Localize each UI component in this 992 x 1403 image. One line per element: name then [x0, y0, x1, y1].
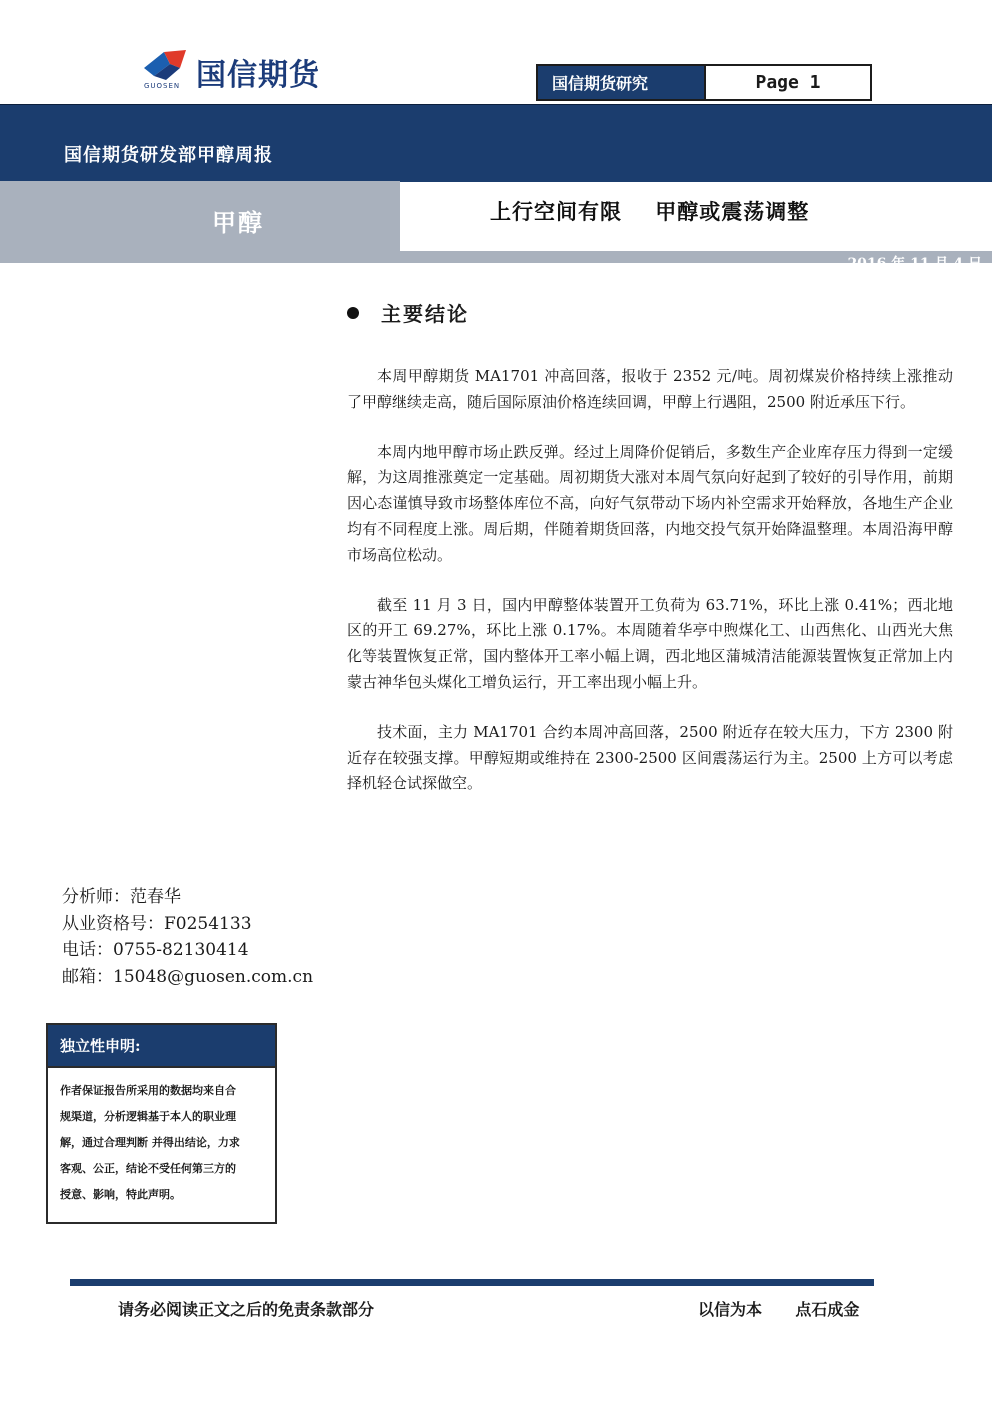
paragraph: 本周甲醇期货 MA1701 冲高回落，报收于 2352 元/吨。周初煤炭价格持续上涨推动了甲醇继续走高，随后国际原油价格连续回调，甲醇上行遇阻，2500 附近承压下行。 [347, 367, 953, 411]
report-headline: 上行空间有限 甲醇或震荡调整 [490, 199, 810, 224]
statement-line: 授意、影响，特此声明。 [60, 1188, 181, 1201]
footer-slogan: 以信为本 点石成金 [698, 1300, 860, 1319]
statement-body [48, 1068, 275, 1208]
logo-mark-icon [140, 46, 192, 86]
statement-line: 客观、公正，结论不受任何第三方的 [60, 1162, 236, 1175]
analyst-info [62, 884, 313, 990]
analyst-phone: 电话：0755-82130414 [62, 940, 249, 960]
bullet-icon [347, 307, 359, 319]
paragraph: 本周内地甲醇市场止跌反弹。经过上周降价促销后，多数生产企业库存压力得到一定缓解，为这周推涨奠定一定基础。周初期货大涨对本周气氛向好起到了较好的引导作用，前期因心态谨慎导致市场整体库位不高，向好气氛带动下场内补空需求开始释放，各地生产企业均有不同程度上涨。周后期，伴随着期货回落，内地交投气氛开始降温整理。本周沿海甲醇市场高位松动。 [347, 442, 953, 564]
report-series-title: 国信期货研发部甲醇周报 [64, 145, 273, 166]
analyst-name: 分析师：范春华 [62, 887, 181, 907]
report-date: 2016 年 11 月 4 日 [847, 256, 982, 272]
research-page-box [536, 64, 872, 101]
statement-line: 作者保证报告所采用的数据均来自合 [60, 1084, 236, 1097]
footer-disclaimer: 请务必阅读正文之后的免责条款部分 [118, 1300, 375, 1319]
logo-text: 国信期货 [196, 58, 320, 93]
analyst-license: 从业资格号：F0254133 [62, 913, 252, 934]
product-name: 甲醇 [212, 208, 264, 237]
logo-subtext: GUOSEN [144, 82, 181, 90]
paragraph: 技术面，主力 MA1701 合约本周冲高回落，2500 附近存在较大压力，下方 2300 附近存在较强支撑。甲醇短期或维持在 2300-2500 区间震荡运行为主。2500 上方可以考虑择机轻仓试探做空。 [347, 722, 953, 793]
independence-statement [46, 1023, 277, 1224]
footer-divider [70, 1279, 874, 1286]
research-label: 国信期货研究 [538, 66, 706, 99]
section-title: 主要结论 [381, 302, 469, 326]
section-heading [347, 298, 469, 327]
report-series-band [0, 104, 992, 182]
product-box [0, 181, 400, 251]
analyst-email: 邮箱：15048@guosen.com.cn [62, 966, 314, 987]
conclusion-body [347, 364, 953, 821]
paragraph: 截至 11 月 3 日，国内甲醇整体装置开工负荷为 63.71%，环比上涨 0.41%；西北地区的开工 69.27%，环比上涨 0.17%。本周随着华亭中煦煤化工、山西焦化、山西光大焦化等装置恢复正常，国内整体开工率小幅上调，西北地区蒲城清洁能源装置恢复正常加上内蒙古神华包头煤化工增负运行，开工率出现小幅上升。 [347, 595, 953, 691]
statement-line: 规渠道，分析逻辑基于本人的职业理 [60, 1110, 236, 1123]
statement-line: 解，通过合理判断 并得出结论，力求 [60, 1136, 240, 1149]
company-logo [140, 46, 370, 96]
date-bar [0, 251, 992, 272]
page-number: Page 1 [755, 72, 821, 93]
statement-title: 独立性申明: [48, 1025, 275, 1068]
